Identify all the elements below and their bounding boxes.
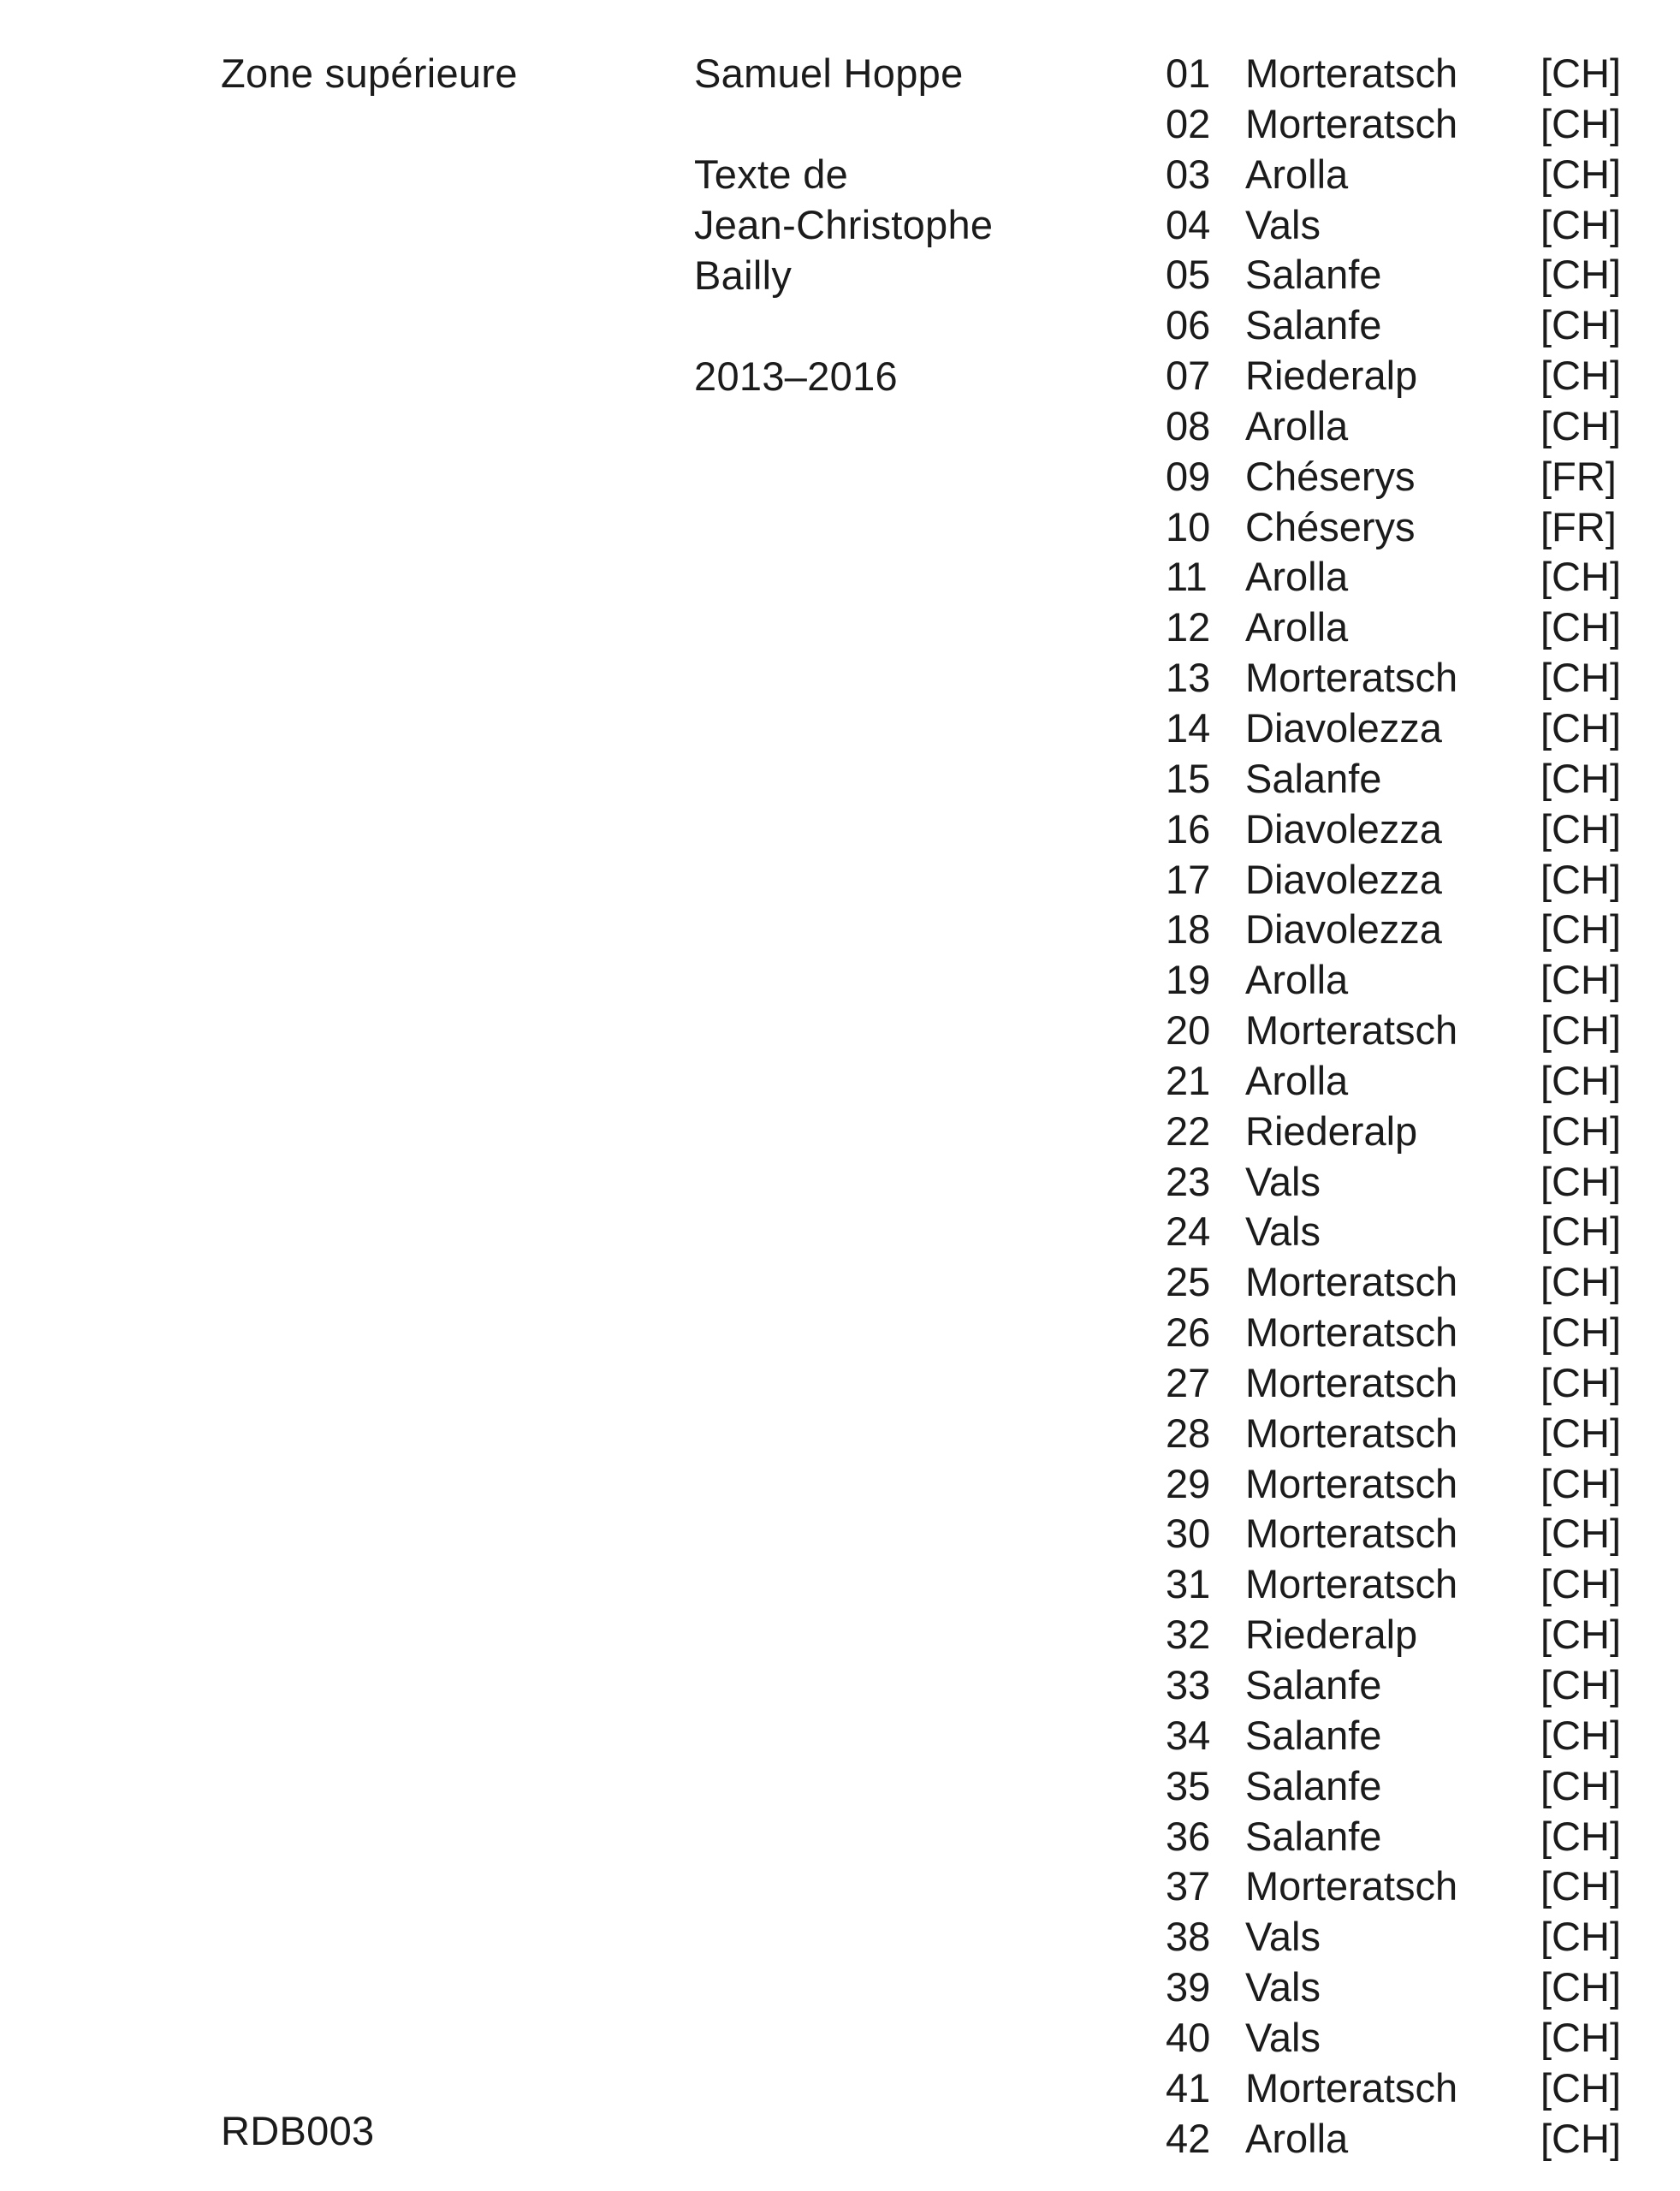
plate-row bbox=[1166, 1559, 1645, 1609]
plate-row bbox=[1166, 199, 1645, 250]
plate-place: Riederalp bbox=[1245, 1107, 1418, 1154]
plate-num: 21 bbox=[1166, 1057, 1211, 1103]
plate-num: 26 bbox=[1166, 1309, 1211, 1356]
plate-num: 09 bbox=[1166, 453, 1211, 499]
plate-place: Vals bbox=[1245, 1208, 1321, 1255]
plate-num: 29 bbox=[1166, 1460, 1211, 1506]
plate-row bbox=[1166, 300, 1645, 350]
plate-place: Salanfe bbox=[1245, 252, 1382, 298]
plate-row bbox=[1166, 1307, 1645, 1357]
plate-place: Morteratsch bbox=[1245, 2064, 1458, 2111]
plate-place: Morteratsch bbox=[1245, 1007, 1458, 1054]
plate-row bbox=[1166, 451, 1645, 502]
plate-place: Salanfe bbox=[1245, 1712, 1382, 1758]
plate-row bbox=[1166, 1861, 1645, 1911]
plate-list bbox=[1166, 48, 1645, 2163]
plate-row bbox=[1166, 401, 1645, 451]
plate-num: 01 bbox=[1166, 50, 1211, 96]
plate-num: 11 bbox=[1166, 554, 1208, 600]
plate-country: [CH] bbox=[1540, 252, 1621, 298]
plate-num: 36 bbox=[1166, 1813, 1211, 1859]
plate-country: [CH] bbox=[1540, 1208, 1621, 1255]
years-range: 2013–2016 bbox=[694, 353, 898, 399]
plate-country: [CH] bbox=[1540, 957, 1621, 1003]
plate-row bbox=[1166, 1609, 1645, 1660]
plate-country: [CH] bbox=[1540, 1813, 1621, 1859]
catalog-number: RDB003 bbox=[221, 2108, 375, 2153]
plate-country: [CH] bbox=[1540, 655, 1621, 701]
plate-place: Salanfe bbox=[1245, 755, 1382, 801]
plate-row bbox=[1166, 1256, 1645, 1307]
author-name: Samuel Hoppe bbox=[694, 50, 964, 96]
plate-row bbox=[1166, 1156, 1645, 1207]
plate-place: Salanfe bbox=[1245, 1762, 1382, 1808]
plate-country: [CH] bbox=[1540, 1612, 1621, 1658]
plate-country: [CH] bbox=[1540, 2064, 1621, 2111]
plate-country: [CH] bbox=[1540, 1964, 1621, 2010]
plate-row bbox=[1166, 652, 1645, 703]
text-credit-line: Bailly bbox=[694, 252, 793, 298]
plate-num: 33 bbox=[1166, 1662, 1211, 1707]
plate-country: [CH] bbox=[1540, 353, 1621, 399]
plate-num: 15 bbox=[1166, 755, 1211, 801]
plate-place: Arolla bbox=[1245, 604, 1349, 650]
plate-row bbox=[1166, 1055, 1645, 1106]
plate-num: 34 bbox=[1166, 1712, 1211, 1758]
plate-row bbox=[1166, 804, 1645, 854]
plate-num: 30 bbox=[1166, 1511, 1211, 1557]
plate-num: 38 bbox=[1166, 1914, 1211, 1960]
plate-place: Morteratsch bbox=[1245, 1460, 1458, 1506]
plate-row bbox=[1166, 149, 1645, 199]
plate-place: Morteratsch bbox=[1245, 1561, 1458, 1607]
plate-num: 25 bbox=[1166, 1259, 1211, 1305]
plate-num: 17 bbox=[1166, 856, 1211, 902]
plate-place: Vals bbox=[1245, 1914, 1321, 1960]
plate-row bbox=[1166, 350, 1645, 401]
plate-row bbox=[1166, 98, 1645, 149]
plate-row bbox=[1166, 502, 1645, 552]
plate-num: 22 bbox=[1166, 1107, 1211, 1154]
plate-country: [CH] bbox=[1540, 1511, 1621, 1557]
plate-num: 40 bbox=[1166, 2014, 1211, 2060]
plate-row bbox=[1166, 854, 1645, 905]
plate-place: Morteratsch bbox=[1245, 1410, 1458, 1456]
plate-country: [CH] bbox=[1540, 50, 1621, 96]
plate-country: [CH] bbox=[1540, 1762, 1621, 1808]
book-title: Zone supérieure bbox=[221, 50, 518, 96]
plate-row bbox=[1166, 602, 1645, 652]
plate-place: Arolla bbox=[1245, 402, 1349, 448]
plate-country: [CH] bbox=[1540, 1460, 1621, 1506]
plate-country: [CH] bbox=[1540, 1662, 1621, 1707]
plate-num: 39 bbox=[1166, 1964, 1211, 2010]
plate-num: 27 bbox=[1166, 1359, 1211, 1405]
plate-place: Morteratsch bbox=[1245, 50, 1458, 96]
plate-place: Diavolezza bbox=[1245, 856, 1442, 902]
plate-num: 31 bbox=[1166, 1561, 1211, 1607]
plate-num: 03 bbox=[1166, 151, 1211, 197]
plate-place: Chéserys bbox=[1245, 453, 1416, 499]
plate-num: 14 bbox=[1166, 704, 1211, 751]
plate-country: [CH] bbox=[1540, 1863, 1621, 1909]
plate-country: [CH] bbox=[1540, 1561, 1621, 1607]
plate-row bbox=[1166, 1761, 1645, 1811]
plate-place: Morteratsch bbox=[1245, 1863, 1458, 1909]
plate-country: [CH] bbox=[1540, 906, 1621, 953]
plate-place: Diavolezza bbox=[1245, 906, 1442, 953]
plate-num: 04 bbox=[1166, 201, 1211, 247]
plate-num: 19 bbox=[1166, 957, 1211, 1003]
plate-row bbox=[1166, 1508, 1645, 1559]
plate-country: [CH] bbox=[1540, 1158, 1621, 1204]
plate-place: Morteratsch bbox=[1245, 655, 1458, 701]
plate-place: Diavolezza bbox=[1245, 805, 1442, 852]
plate-place: Arolla bbox=[1245, 2115, 1349, 2161]
plate-num: 02 bbox=[1166, 100, 1211, 146]
plate-num: 07 bbox=[1166, 353, 1211, 399]
plate-place: Arolla bbox=[1245, 957, 1349, 1003]
plate-place: Chéserys bbox=[1245, 503, 1416, 549]
plate-row bbox=[1166, 2012, 1645, 2063]
plate-place: Salanfe bbox=[1245, 1662, 1382, 1707]
plate-country: [CH] bbox=[1540, 1410, 1621, 1456]
plate-row bbox=[1166, 1357, 1645, 1408]
plate-row bbox=[1166, 703, 1645, 753]
plate-row bbox=[1166, 249, 1645, 300]
plate-num: 23 bbox=[1166, 1158, 1211, 1204]
text-credit bbox=[694, 149, 993, 300]
plate-country: [FR] bbox=[1540, 503, 1617, 549]
plate-num: 37 bbox=[1166, 1863, 1211, 1909]
plate-row bbox=[1166, 2063, 1645, 2113]
plate-place: Morteratsch bbox=[1245, 100, 1458, 146]
plate-country: [CH] bbox=[1540, 1259, 1621, 1305]
plate-num: 08 bbox=[1166, 402, 1211, 448]
plate-country: [CH] bbox=[1540, 755, 1621, 801]
plate-row bbox=[1166, 1911, 1645, 1962]
plate-num: 35 bbox=[1166, 1762, 1211, 1808]
plate-place: Morteratsch bbox=[1245, 1359, 1458, 1405]
plate-row bbox=[1166, 1962, 1645, 2012]
plate-num: 16 bbox=[1166, 805, 1211, 852]
plate-country: [CH] bbox=[1540, 554, 1621, 600]
plate-row bbox=[1166, 1811, 1645, 1861]
plate-country: [CH] bbox=[1540, 1712, 1621, 1758]
plate-num: 32 bbox=[1166, 1612, 1211, 1658]
plate-row bbox=[1166, 2113, 1645, 2164]
plate-place: Salanfe bbox=[1245, 302, 1382, 348]
plate-country: [CH] bbox=[1540, 2115, 1621, 2161]
plate-num: 41 bbox=[1166, 2064, 1211, 2111]
plate-country: [CH] bbox=[1540, 151, 1621, 197]
plate-row bbox=[1166, 1408, 1645, 1458]
plate-place: Morteratsch bbox=[1245, 1309, 1458, 1356]
plate-country: [CH] bbox=[1540, 1309, 1621, 1356]
plate-country: [CH] bbox=[1540, 201, 1621, 247]
plate-country: [CH] bbox=[1540, 856, 1621, 902]
plate-place: Vals bbox=[1245, 1158, 1321, 1204]
plate-place: Vals bbox=[1245, 1964, 1321, 2010]
plate-num: 05 bbox=[1166, 252, 1211, 298]
plate-place: Morteratsch bbox=[1245, 1511, 1458, 1557]
plate-row bbox=[1166, 48, 1645, 98]
plate-place: Arolla bbox=[1245, 554, 1349, 600]
plate-country: [CH] bbox=[1540, 402, 1621, 448]
plate-row bbox=[1166, 954, 1645, 1005]
plate-country: [CH] bbox=[1540, 302, 1621, 348]
plate-place: Salanfe bbox=[1245, 1813, 1382, 1859]
plate-place: Morteratsch bbox=[1245, 1259, 1458, 1305]
plate-country: [CH] bbox=[1540, 2014, 1621, 2060]
plate-place: Riederalp bbox=[1245, 353, 1418, 399]
plate-row bbox=[1166, 1710, 1645, 1761]
plate-country: [CH] bbox=[1540, 1107, 1621, 1154]
plate-num: 12 bbox=[1166, 604, 1211, 650]
plate-row bbox=[1166, 1206, 1645, 1256]
plate-row bbox=[1166, 551, 1645, 602]
plate-row bbox=[1166, 753, 1645, 804]
plate-place: Arolla bbox=[1245, 151, 1349, 197]
plate-row bbox=[1166, 904, 1645, 954]
plate-num: 06 bbox=[1166, 302, 1211, 348]
plate-country: [CH] bbox=[1540, 604, 1621, 650]
plate-country: [CH] bbox=[1540, 100, 1621, 146]
text-credit-line: Jean-Christophe bbox=[694, 202, 994, 247]
plate-place: Arolla bbox=[1245, 1057, 1349, 1103]
plate-num: 20 bbox=[1166, 1007, 1211, 1054]
plate-num: 10 bbox=[1166, 503, 1211, 549]
plate-place: Diavolezza bbox=[1245, 704, 1442, 751]
plate-country: [FR] bbox=[1540, 453, 1617, 499]
plate-num: 24 bbox=[1166, 1208, 1211, 1255]
plate-country: [CH] bbox=[1540, 704, 1621, 751]
plate-country: [CH] bbox=[1540, 1914, 1621, 1960]
plate-country: [CH] bbox=[1540, 1057, 1621, 1103]
plate-num: 13 bbox=[1166, 655, 1211, 701]
text-credit-line: Texte de bbox=[694, 151, 849, 197]
plate-place: Vals bbox=[1245, 201, 1321, 247]
plate-country: [CH] bbox=[1540, 1007, 1621, 1054]
plate-num: 42 bbox=[1166, 2115, 1211, 2161]
plate-row bbox=[1166, 1660, 1645, 1710]
plate-row bbox=[1166, 1005, 1645, 1055]
plate-country: [CH] bbox=[1540, 805, 1621, 852]
plate-place: Vals bbox=[1245, 2014, 1321, 2060]
plate-row bbox=[1166, 1106, 1645, 1156]
plate-num: 28 bbox=[1166, 1410, 1211, 1456]
plate-num: 18 bbox=[1166, 906, 1211, 953]
plate-country: [CH] bbox=[1540, 1359, 1621, 1405]
plate-row bbox=[1166, 1458, 1645, 1509]
plate-place: Riederalp bbox=[1245, 1612, 1418, 1658]
